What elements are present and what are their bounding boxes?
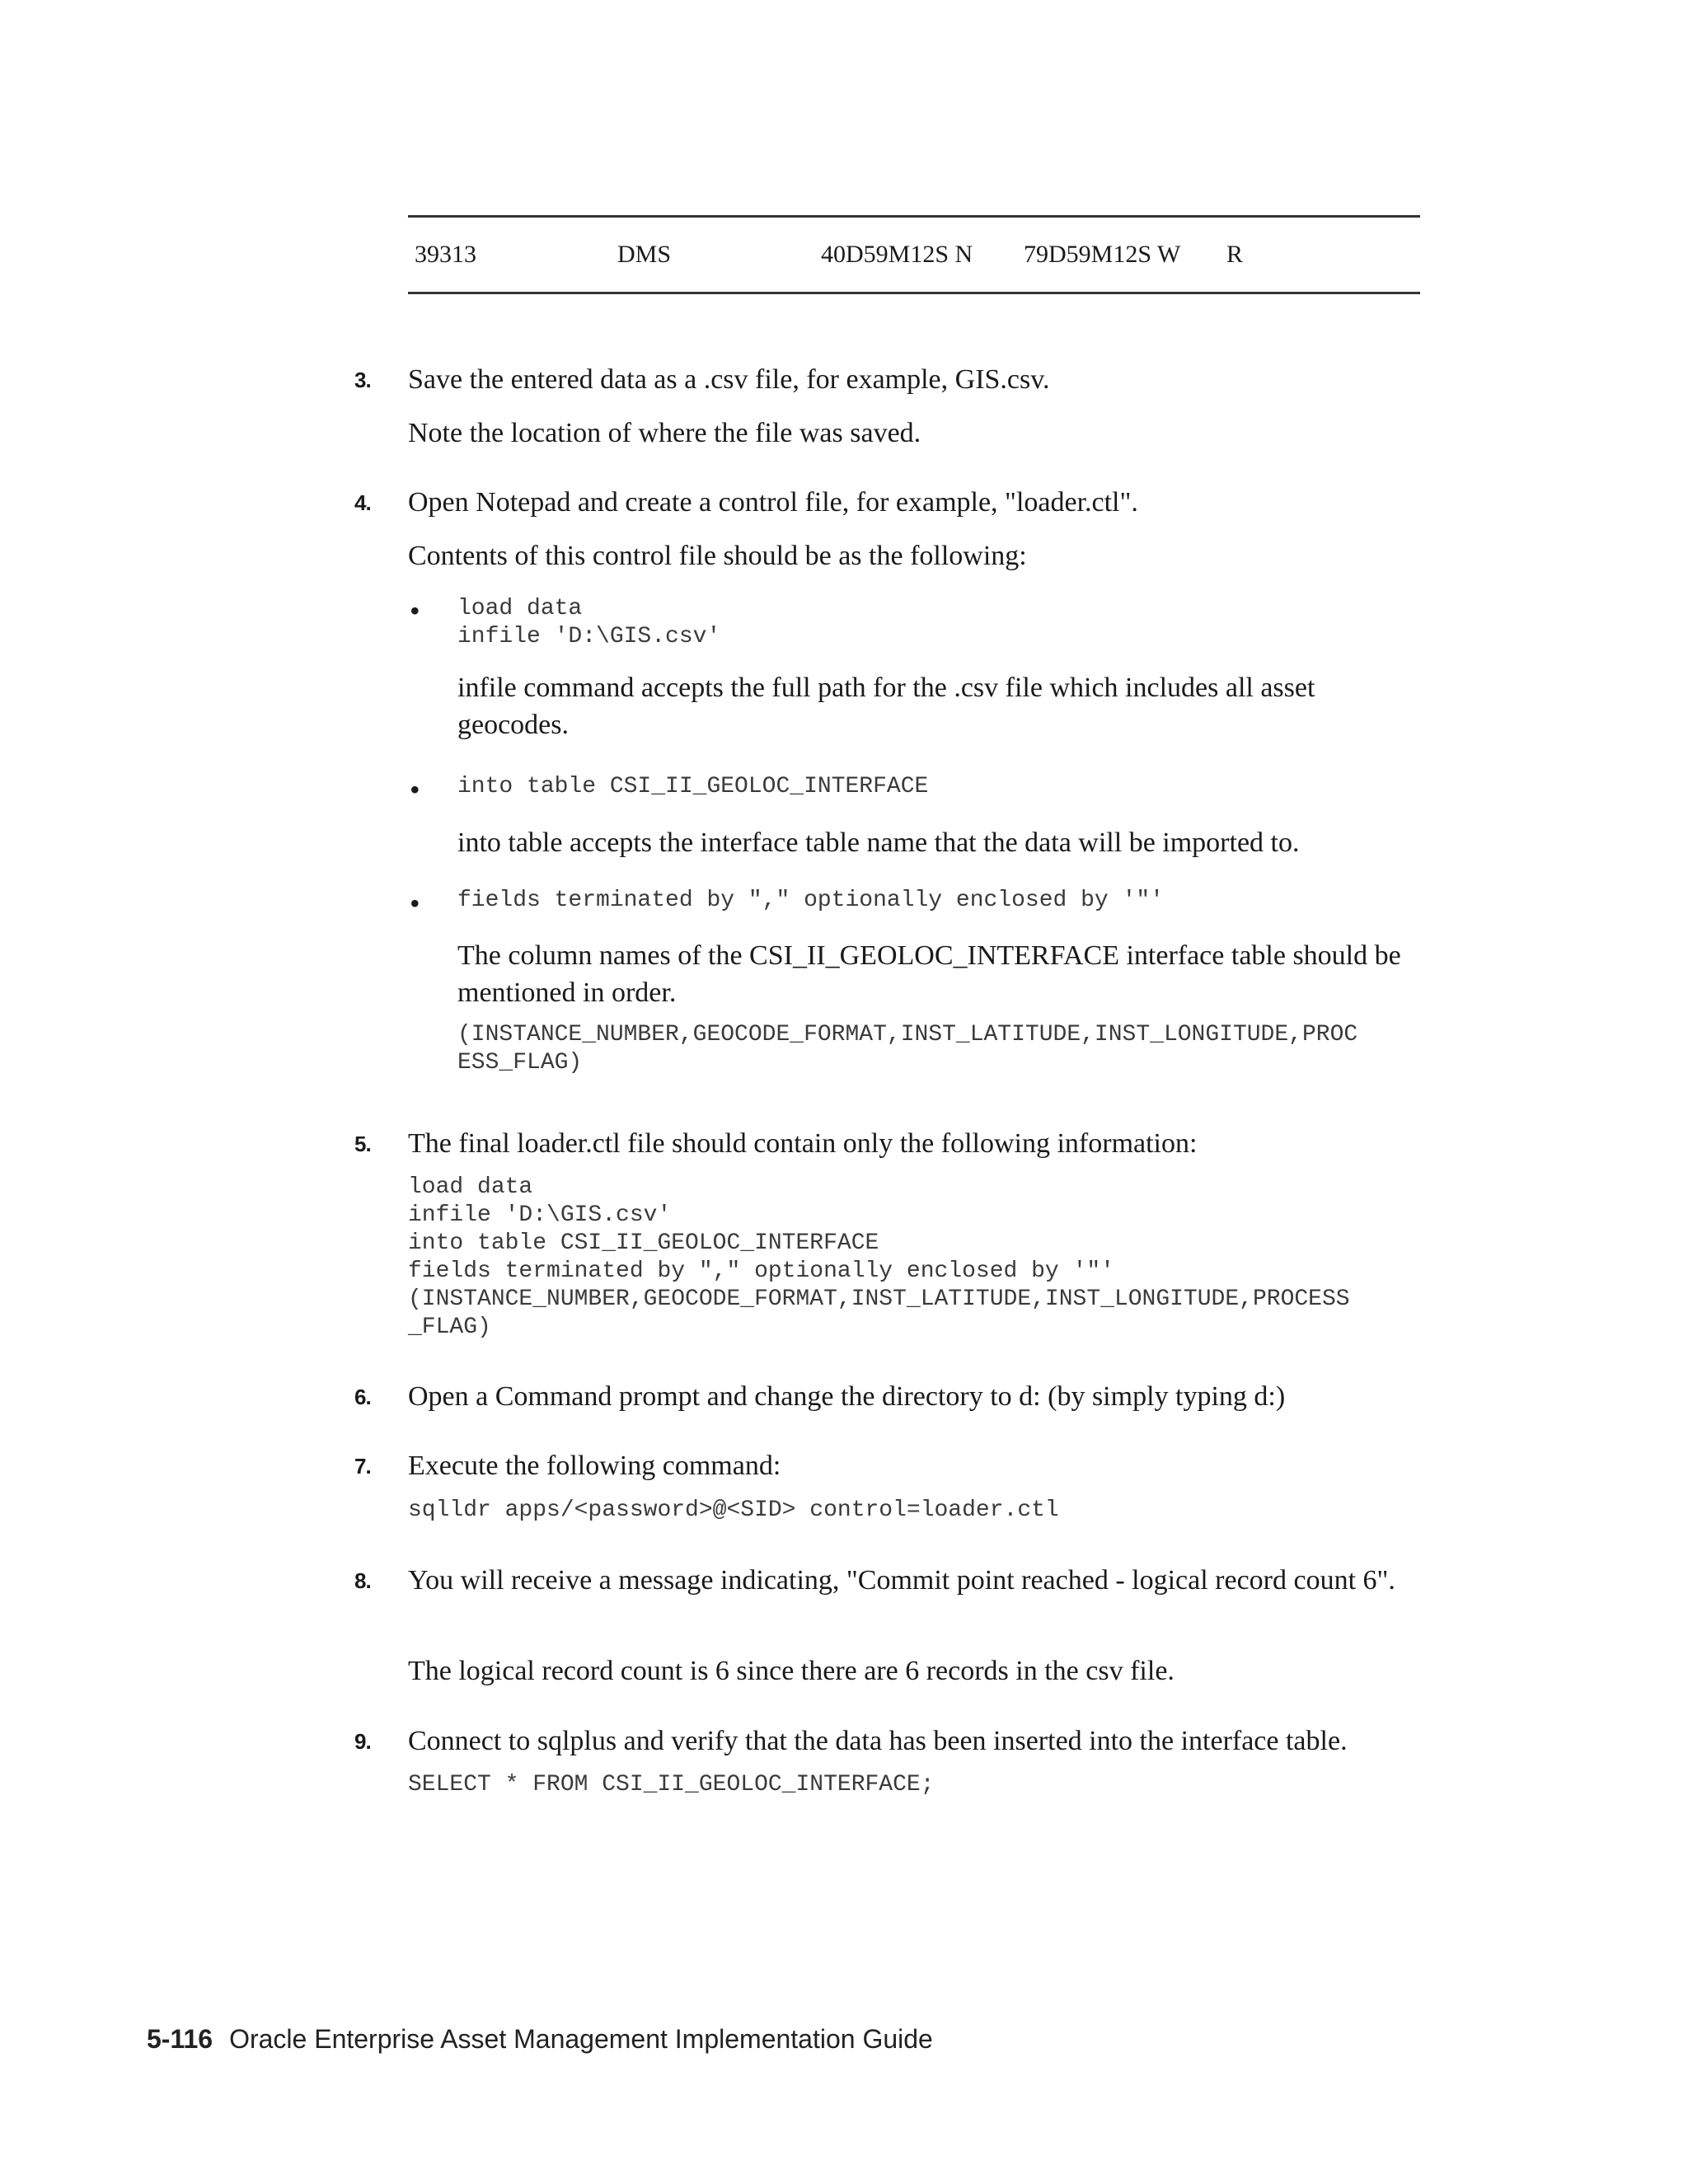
step-number: 5. — [354, 1132, 371, 1156]
bullet-description: infile command accepts the full path for the .csv file which includes all asset geocodes. — [457, 673, 1315, 740]
step-number: 7. — [354, 1454, 371, 1479]
table-cell-longitude: 79D59M12S W — [1024, 241, 1181, 268]
step-number: 4. — [354, 490, 371, 515]
step-number: 6. — [354, 1385, 371, 1409]
code-block: fields terminated by "," optionally enclosed by '"' — [457, 888, 1164, 913]
code-block: load data infile 'D:\GIS.csv' — [457, 596, 721, 649]
step-note: Note the location of where the file was saved. — [408, 418, 921, 448]
step-text: Open a Command prompt and change the directory to d: (by simply typing d:) — [408, 1381, 1286, 1412]
table-cell-latitude: 40D59M12S N — [821, 241, 973, 268]
table-cell-format: DMS — [617, 241, 672, 268]
table-cell-instance: 39313 — [415, 241, 476, 268]
step-text: Connect to sqlplus and verify that the data has been inserted into the interface table. — [408, 1726, 1348, 1756]
geocode-table — [408, 215, 1420, 294]
step-note: Contents of this control file should be as the following: — [408, 541, 1027, 571]
bullet-description: into table accepts the interface table name that the data will be imported to. — [457, 827, 1300, 858]
page-footer — [147, 2022, 933, 2055]
guide-title: Oracle Enterprise Asset Management Implementation Guide — [229, 2024, 933, 2054]
code-block: (INSTANCE_NUMBER,GEOCODE_FORMAT,INST_LATITUDE,INST_LONGITUDE,PROC ESS_FLAG) — [457, 1022, 1358, 1076]
code-block: load data infile 'D:\GIS.csv' into table CSI_II_GEOLOC_INTERFACE fields terminated by "," optionally enclosed by '"' (INSTANCE_NUMBER,GEOCODE_FORMAT,INST_LATITUDE,INST_LONGITUDE,PROCESS _FLAG) — [408, 1174, 1350, 1340]
step-text: Save the entered data as a .csv file, for example, GIS.csv. — [408, 364, 1050, 395]
code-block: into table CSI_II_GEOLOC_INTERFACE — [457, 774, 929, 799]
code-block: SELECT * FROM CSI_II_GEOLOC_INTERFACE; — [408, 1772, 935, 1797]
step-number: 3. — [354, 368, 371, 392]
bullet-icon: • — [410, 887, 420, 920]
step-text: Execute the following command: — [408, 1451, 781, 1481]
page-number: 5-116 — [147, 2024, 213, 2054]
step-text: You will receive a message indicating, "Commit point reached - logical record count 6". — [408, 1565, 1395, 1596]
table-cell-flag: R — [1226, 241, 1244, 268]
bullet-icon: • — [410, 594, 420, 627]
step-text: The final loader.ctl file should contain only the following information: — [408, 1128, 1198, 1159]
bullet-icon: • — [410, 773, 420, 806]
step-text: Open Notepad and create a control file, for example, "loader.ctl". — [408, 487, 1138, 518]
step-number: 8. — [354, 1568, 371, 1593]
code-block: sqlldr apps/<password>@<SID> control=loader.ctl — [408, 1497, 1059, 1523]
step-number: 9. — [354, 1729, 371, 1754]
bullet-description: The column names of the CSI_II_GEOLOC_INTERFACE interface table should be mentioned in order. — [457, 940, 1401, 1008]
step-note: The logical record count is 6 since there are 6 records in the csv file. — [408, 1656, 1175, 1686]
